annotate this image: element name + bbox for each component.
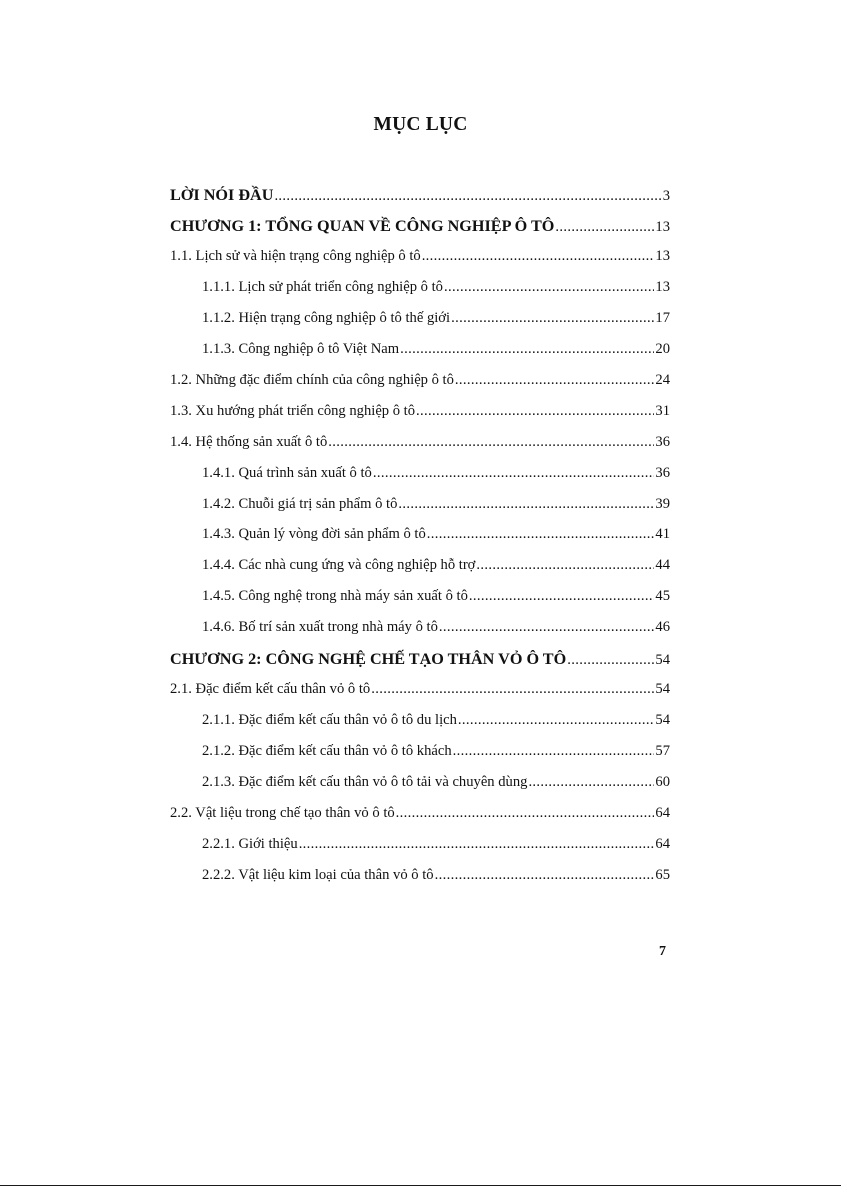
toc-section-entry[interactable]	[170, 681, 670, 707]
toc-dot-leader	[451, 310, 654, 327]
toc-entry-title: 1.1. Lịch sử và hiện trạng công nghiệp ô tô	[170, 247, 421, 264]
toc-entry-title: LỜI NÓI ĐẦU	[170, 186, 274, 204]
toc-dot-leader	[299, 836, 655, 853]
toc-subsection-entry[interactable]	[202, 279, 670, 305]
toc-section-entry[interactable]	[170, 403, 670, 429]
toc-dot-leader	[444, 279, 654, 296]
toc-entry-page-number: 13	[655, 247, 670, 264]
toc-entry-page-number: 60	[655, 774, 670, 791]
toc-dot-leader	[455, 372, 654, 389]
toc-subsection-entry[interactable]	[202, 310, 670, 336]
toc-dot-leader	[528, 774, 654, 791]
toc-entry-title: 2.2. Vật liệu trong chế tạo thân vỏ ô tô	[170, 805, 395, 821]
toc-dot-leader	[555, 219, 654, 236]
toc-section-entry[interactable]	[170, 372, 670, 398]
toc-entry-title: CHƯƠNG 1: TỔNG QUAN VỀ CÔNG NGHIỆP Ô TÔ	[170, 216, 555, 235]
toc-entry-page-number: 54	[655, 712, 670, 729]
toc-entry-page-number: 17	[655, 309, 670, 326]
toc-subsection-entry[interactable]	[202, 526, 670, 552]
toc-entry-page-number: 24	[655, 371, 670, 388]
toc-subsection-entry[interactable]	[202, 743, 670, 769]
toc-entry-title: 2.1.2. Đặc điểm kết cấu thân vỏ ô tô khách	[202, 743, 452, 760]
toc-dot-leader	[469, 588, 655, 605]
toc-dot-leader	[422, 248, 655, 265]
toc-dot-leader	[373, 465, 655, 482]
toc-dot-leader	[328, 434, 654, 451]
toc-dot-leader	[398, 496, 654, 513]
toc-chapter-entry[interactable]	[170, 650, 670, 676]
toc-entry-page-number: 41	[655, 526, 670, 543]
toc-subsection-entry[interactable]	[202, 867, 670, 893]
toc-entry-page-number: 36	[655, 464, 670, 481]
toc-entry-page-number: 20	[655, 340, 670, 357]
toc-entry-page-number: 36	[655, 433, 670, 450]
bottom-divider	[0, 1185, 841, 1186]
toc-dot-leader	[567, 652, 654, 669]
toc-entry-page-number: 44	[655, 557, 670, 574]
toc-subsection-entry[interactable]	[202, 465, 670, 491]
toc-entry-page-number: 31	[655, 402, 670, 419]
toc-entry-page-number: 13	[655, 278, 670, 295]
toc-dot-leader	[458, 712, 654, 729]
toc-dot-leader	[416, 403, 654, 420]
toc-subsection-entry[interactable]	[202, 557, 670, 583]
toc-entry-title: 1.2. Những đặc điểm chính của công nghiệp ô tô	[170, 371, 454, 388]
toc-entry-page-number: 64	[655, 835, 670, 852]
toc-dot-leader	[476, 557, 654, 574]
toc-entry-page-number: 54	[655, 652, 670, 669]
toc-dot-leader	[453, 743, 655, 760]
toc-entry-title: 2.1. Đặc điểm kết cấu thân vỏ ô tô	[170, 681, 371, 698]
toc-subsection-entry[interactable]	[202, 496, 670, 522]
toc-entry-title: 1.1.3. Công nghiệp ô tô Việt Nam	[202, 340, 400, 357]
toc-entry-page-number: 45	[655, 588, 670, 605]
toc-entry-title: 1.4.2. Chuỗi giá trị sản phẩm ô tô	[202, 495, 398, 512]
toc-entry-title: 1.4.6. Bố trí sản xuất trong nhà máy ô tô	[202, 619, 438, 636]
toc-entry-title: 1.4.5. Công nghệ trong nhà máy sản xuất ô tô	[202, 588, 468, 605]
toc-entry-page-number: 54	[655, 681, 670, 698]
toc-subsection-entry[interactable]	[202, 619, 670, 645]
toc-dot-leader	[439, 619, 655, 636]
toc-entry-title: 1.4. Hệ thống sản xuất ô tô	[170, 433, 328, 450]
toc-section-entry[interactable]	[170, 434, 670, 460]
toc-entry-title: 2.2.1. Giới thiệu	[202, 835, 298, 852]
toc-dot-leader	[396, 805, 655, 822]
toc-chapter-entry[interactable]	[170, 217, 670, 243]
toc-section-entry[interactable]	[170, 805, 670, 831]
toc-section-entry[interactable]	[170, 248, 670, 274]
toc-entry-title: 1.1.1. Lịch sử phát triển công nghiệp ô tô	[202, 278, 443, 295]
toc-entry-page-number: 65	[655, 866, 670, 883]
toc-entry-page-number: 64	[655, 805, 670, 821]
toc-entry-page-number: 39	[655, 495, 670, 512]
toc-subsection-entry[interactable]	[202, 588, 670, 614]
toc-entry-title: 1.4.1. Quá trình sản xuất ô tô	[202, 464, 372, 481]
toc-entry-page-number: 3	[662, 188, 670, 204]
toc-entry-title: 1.3. Xu hướng phát triển công nghiệp ô tô	[170, 402, 416, 419]
toc-entry-title: 1.1.2. Hiện trạng công nghiệp ô tô thế giới	[202, 309, 451, 326]
toc-entry-title: 1.4.4. Các nhà cung ứng và công nghiệp hỗ trợ	[202, 557, 476, 574]
toc-entry-title: 2.1.3. Đặc điểm kết cấu thân vỏ ô tô tải và chuyên dùng	[202, 774, 528, 791]
toc-dot-leader	[400, 341, 654, 358]
toc-chapter-entry[interactable]	[170, 186, 670, 212]
toc-subsection-entry[interactable]	[202, 774, 670, 800]
toc-entry-page-number: 57	[655, 743, 670, 760]
toc-subsection-entry[interactable]	[202, 341, 670, 367]
toc-subsection-entry[interactable]	[202, 712, 670, 738]
toc-entry-page-number: 13	[655, 218, 670, 235]
toc-entry-title: 2.2.2. Vật liệu kim loại của thân vỏ ô tô	[202, 866, 434, 883]
toc-entry-title: CHƯƠNG 2: CÔNG NGHỆ CHẾ TẠO THÂN VỎ Ô TÔ	[170, 650, 567, 669]
toc-subsection-entry[interactable]	[202, 836, 670, 862]
toc-dot-leader	[427, 526, 655, 543]
toc-dot-leader	[371, 681, 654, 698]
toc-entry-title: 1.4.3. Quản lý vòng đời sản phẩm ô tô	[202, 526, 426, 543]
toc-entry-title: 2.1.1. Đặc điểm kết cấu thân vỏ ô tô du lịch	[202, 712, 457, 729]
toc-dot-leader	[274, 188, 661, 205]
toc-entry-page-number: 46	[655, 619, 670, 636]
page-number: 7	[659, 944, 666, 959]
page-title: MỤC LỤC	[373, 114, 468, 135]
toc-dot-leader	[435, 867, 655, 884]
